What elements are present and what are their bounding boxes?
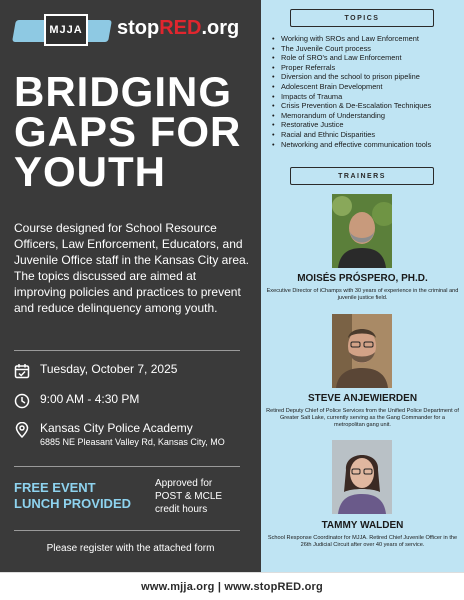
event-venue-row <box>14 421 225 447</box>
topic-item: • The Juvenile Court process <box>272 44 460 54</box>
trainer-name: MOISÉS PRÓSPERO, PH.D. <box>297 273 428 284</box>
trainer-name: TAMMY WALDEN <box>321 520 404 531</box>
topic-item: • Adolescent Brain Development <box>272 82 460 92</box>
free-event-callout <box>14 480 131 512</box>
divider-register <box>14 530 240 531</box>
event-time-row <box>14 392 139 409</box>
divider-bottom <box>14 466 240 467</box>
footer <box>0 572 464 600</box>
topic-item: • Memorandum of Understanding <box>272 111 460 121</box>
trainer-bio: Executive Director of iChamps with 30 years of experience in the criminal and juvenile justice field. <box>266 288 459 301</box>
trainer-bio: Retired Deputy Chief of Police Services from the Unified Police Department of Greater Salt Lake, currently serving as the Gang Commander for a metropolitan gang unit. <box>266 408 459 428</box>
topic-item: • Proper Referrals <box>272 63 460 73</box>
topic-item: • Restorative Justice <box>272 120 460 130</box>
topic-item: • Networking and effective communication tools <box>272 140 460 150</box>
credit-line-3: credit hours <box>155 504 208 515</box>
logo-box <box>44 14 88 46</box>
trainer-photo <box>332 194 392 268</box>
topics-heading: TOPICS <box>290 9 434 27</box>
credit-line-1: Approved for <box>155 478 213 489</box>
headline <box>14 68 254 195</box>
brand-name <box>117 17 239 40</box>
mjja-logo <box>14 10 110 52</box>
trainer-name: STEVE ANJEWIERDEN <box>307 393 418 404</box>
free-event-line-1: FREE EVENT <box>14 480 96 495</box>
headline-line-2: GAPS FOR <box>14 108 242 155</box>
trainer-photo <box>332 440 392 514</box>
clock-icon <box>14 393 30 409</box>
topic-item: • Working with SROs and Law Enforcement <box>272 34 460 44</box>
event-venue: Kansas City Police Academy <box>40 421 193 435</box>
event-address: 6885 NE Pleasant Valley Rd, Kansas City, MO <box>40 437 225 447</box>
map-pin-icon <box>14 422 30 438</box>
course-description: Course designed for School Resource Officers, Law Enforcement, Educators, and Juvenile Office staff in the Kansas City area. The topics discussed are aimed at improving policies and practices to prevent and reduce delinquency among youth. <box>14 221 250 315</box>
event-date: Tuesday, October 7, 2025 <box>40 362 178 376</box>
topic-item: • Crisis Prevention & De-Escalation Techniques <box>272 101 460 111</box>
trainers-heading: TRAINERS <box>290 167 434 185</box>
topic-item: • Role of SRO's and Law Enforcement <box>272 53 460 63</box>
topic-item: • Diversion and the school to prison pipeline <box>272 72 460 82</box>
brand-highlight: RED <box>159 17 202 39</box>
headline-line-3: YOUTH <box>14 148 166 195</box>
calendar-check-icon <box>14 363 30 379</box>
headline-line-1: BRIDGING <box>14 68 232 115</box>
credit-approval <box>155 477 222 516</box>
register-note: Please register with the attached form <box>46 543 215 554</box>
event-time: 9:00 AM - 4:30 PM <box>40 392 140 406</box>
free-event-line-2: LUNCH PROVIDED <box>14 496 132 511</box>
brand-prefix: stop <box>117 17 160 39</box>
logo-text: MJJA <box>49 24 83 36</box>
footer-links: www.mjja.org | www.stopRED.org <box>141 580 323 593</box>
topic-item: • Impacts of Trauma <box>272 92 460 102</box>
topics-list <box>272 34 460 149</box>
credit-line-2: POST & MCLE <box>155 491 223 502</box>
event-date-row <box>14 362 177 379</box>
trainer-bio: School Response Coordinator for MJJA. Retired Chief Juvenile Officer in the 26th Judicial Circuit after over 40 years of service. <box>267 535 458 548</box>
topic-item: • Racial and Ethnic Disparities <box>272 130 460 140</box>
brand-suffix: .org <box>201 17 240 39</box>
trainer-photo <box>332 314 392 388</box>
divider-top <box>14 350 240 351</box>
